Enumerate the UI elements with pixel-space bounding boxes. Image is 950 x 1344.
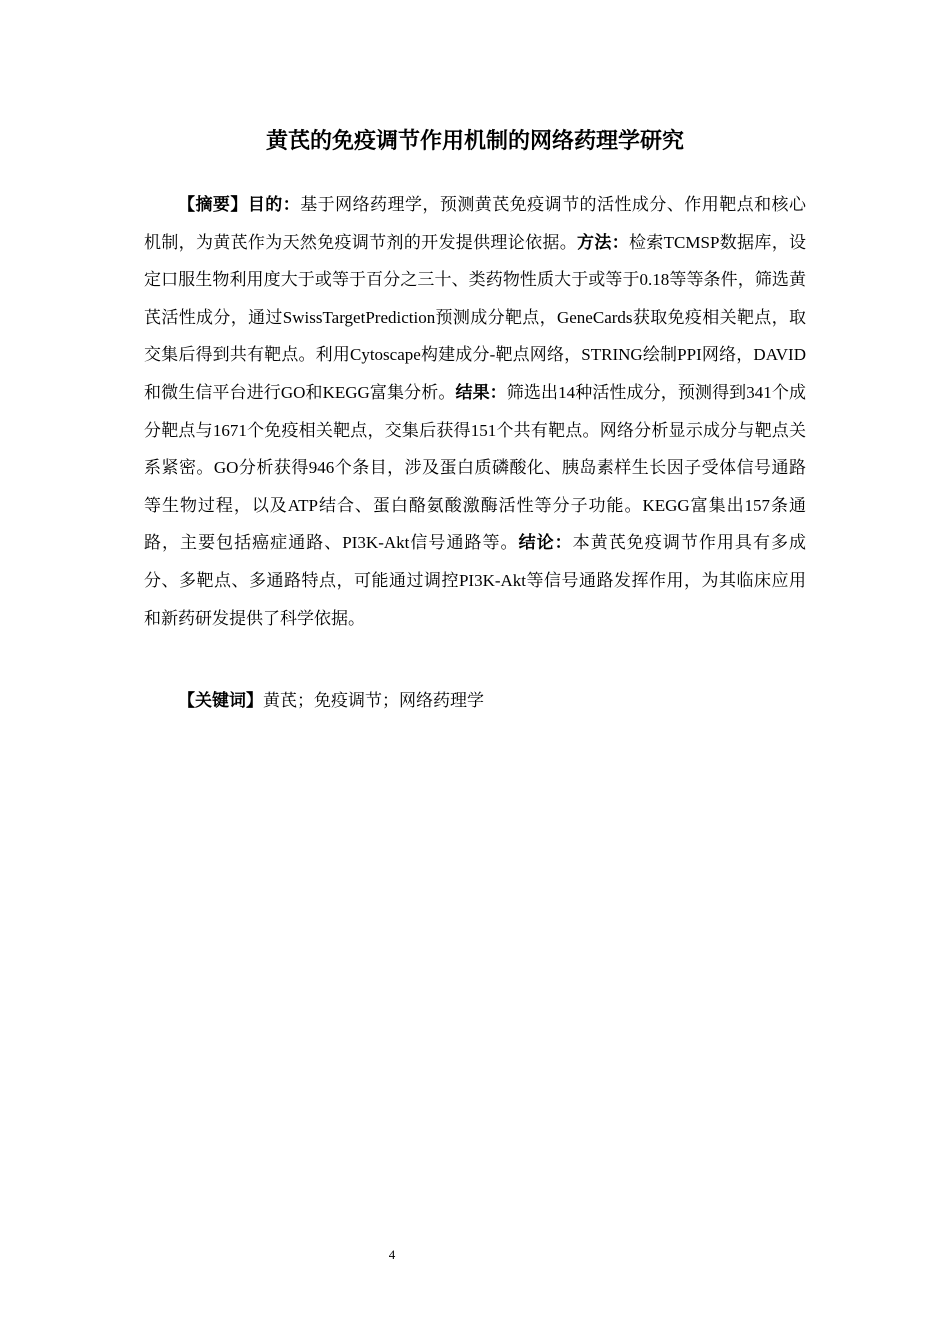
objective-label: 目的： [247, 195, 301, 214]
results-text: 筛选出14种活性成分，预测得到341个成分靶点与1671个免疫相关靶点，交集后获得151个共有靶点。网络分析显示成分与靶点关系紧密。GO分析获得946个条目，涉及蛋白质磷酸化、胰岛素样生长因子受体信号通路等生物过程，以及ATP结合、蛋白酪氨酸激酶活性等分子功能。KEGG富集出157条通路，主要包括癌症通路、PI3K-Akt信号通路等。 [144, 382, 806, 553]
conclusion-text: 本黄芪免疫调节作用具有多成分、多靶点、多通路特点，可能通过调控PI3K-Akt等信号通路发挥作用，为其临床应用和新药研发提供了科学依据。 [144, 533, 807, 628]
abstract-label: 【摘要】 [178, 195, 248, 214]
results-label: 结果： [455, 382, 507, 402]
methods-text: 检索TCMSP数据库，设定口服生物利用度大于或等于百分之三十、类药物性质大于或等于0.18等等条件，筛选黄芪活性成分，通过SwissTargetPrediction预测成分靶点，GeneCards获取免疫相关靶点，取交集后得到共有靶点。利用Cytoscape构建成分-靶点网络，STRING绘制PPI网络，DAVID和微生信平台进行GO和KEGG富集分析。 [144, 232, 807, 402]
page-number: 4 [388, 1247, 396, 1262]
paper-title: 黄芪的免疫调节作用机制的网络药理学研究 [265, 129, 684, 154]
conclusion-label: 结论： [518, 533, 573, 553]
keywords-text: 黄芪；免疫调节；网络药理学 [263, 691, 484, 710]
objective-text: 基于网络药理学，预测黄芪免疫调节的活性成分、作用靶点和核心机制，为黄芪作为天然免疫调节剂的开发提供理论依据。 [144, 195, 807, 252]
keywords-paragraph [144, 684, 806, 718]
methods-label: 方法： [577, 232, 630, 252]
keywords-label: 【关键词】 [178, 691, 263, 710]
abstract-paragraph [144, 186, 806, 637]
